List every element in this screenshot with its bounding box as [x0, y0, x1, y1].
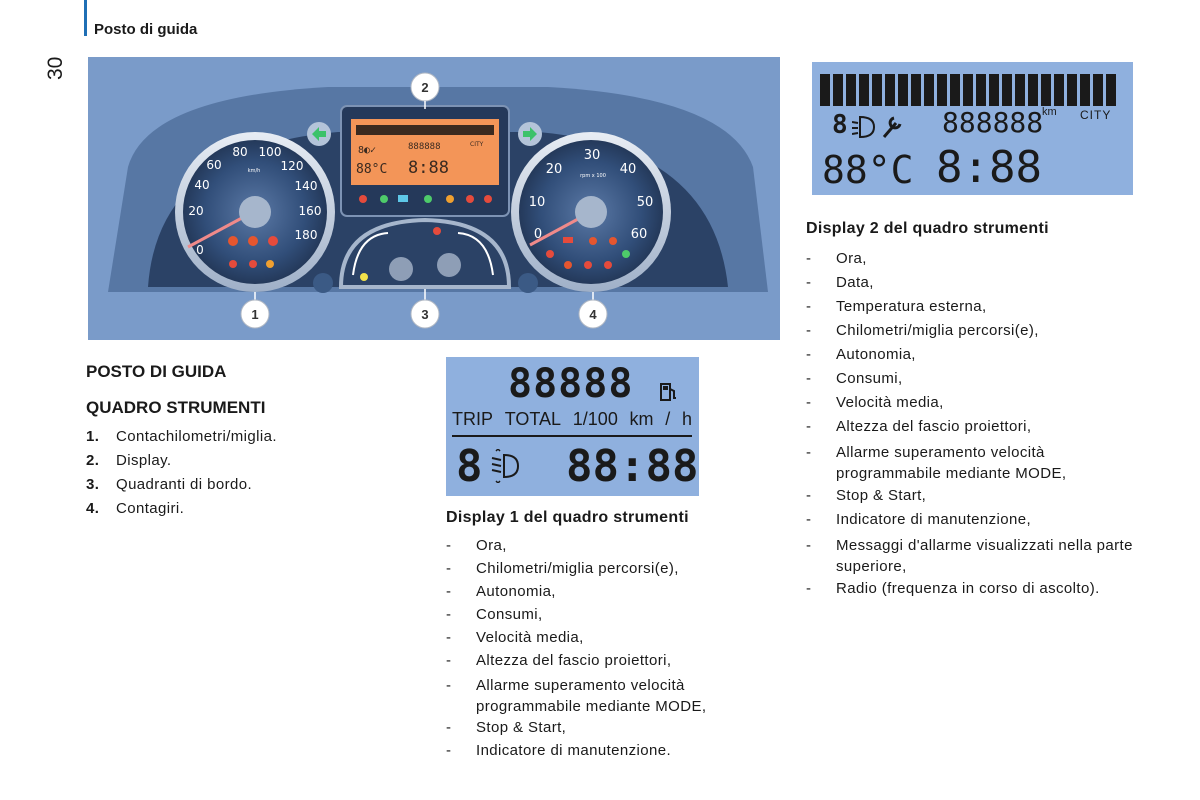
svg-text:50: 50: [636, 195, 654, 210]
list-item: - Allarme superamento velocità programmabile mediante MODE,: [446, 677, 707, 715]
list-item: 3. Quadranti di bordo.: [86, 476, 253, 493]
svg-text:40: 40: [619, 162, 637, 177]
svg-text:8:88: 8:88: [408, 158, 449, 178]
speedometer: [175, 132, 335, 292]
svg-text:0: 0: [196, 243, 204, 257]
svg-text:10: 10: [528, 195, 546, 210]
svg-text:0: 0: [533, 227, 543, 242]
svg-text:88°C: 88°C: [356, 162, 388, 177]
svg-text:888888: 888888: [408, 142, 441, 152]
header-accent-bar: [84, 0, 87, 36]
list-item: - Allarme superamento velocità programmabile mediante MODE,: [806, 444, 1067, 482]
svg-text:160: 160: [298, 204, 322, 218]
svg-text:CITY: CITY: [470, 141, 484, 148]
display-1-illustration: 88888 TRIP TOTAL 1/100 km / h 8 88:88: [446, 357, 699, 496]
section-heading-quadro-strumenti: QUADRO STRUMENTI: [86, 398, 266, 417]
list-item: - Chilometri/miglia percorsi(e),: [446, 560, 679, 577]
svg-text:40: 40: [194, 178, 210, 192]
svg-text:100: 100: [258, 145, 282, 159]
cluster-screen-odo-icon: 8◐✓: [358, 145, 377, 156]
tachometer: [511, 132, 671, 292]
list-item: - Altezza del fascio proiettori,: [446, 652, 672, 669]
svg-text:120: 120: [280, 159, 304, 173]
list-item: - Consumi,: [806, 370, 903, 387]
svg-text:30: 30: [583, 148, 601, 163]
list-item: - Temperatura esterna,: [806, 298, 987, 315]
svg-text:km/h: km/h: [247, 168, 261, 174]
svg-text:60: 60: [630, 227, 648, 242]
svg-text:180: 180: [294, 228, 318, 242]
list-item: - Stop & Start,: [806, 487, 927, 504]
display-2-illustration: 8 888888 km CITY 88°C 8:88: [812, 62, 1133, 195]
svg-text:80: 80: [232, 145, 248, 159]
svg-text:rpm x 100: rpm x 100: [580, 173, 606, 179]
page-header-title: Posto di guida: [94, 21, 198, 38]
list-item: - Indicatore di manutenzione,: [806, 511, 1032, 528]
section-heading-posto-di-guida: POSTO DI GUIDA: [86, 362, 227, 381]
svg-text:60: 60: [206, 158, 222, 172]
list-item: - Data,: [806, 274, 874, 291]
display-1-functions-list: [446, 537, 746, 765]
list-item: - Velocità media,: [806, 394, 944, 411]
list-item: - Autonomia,: [806, 346, 916, 363]
list-item: - Messaggi d'allarme visualizzati nella parte superiore,: [806, 537, 1133, 575]
list-item: - Indicatore di manutenzione.: [446, 742, 672, 759]
display-1-section-title: Display 1 del quadro strumenti: [446, 509, 689, 526]
headlamp-level-icon: [488, 449, 524, 483]
list-item: - Stop & Start,: [446, 719, 567, 736]
display-2-functions-list: [806, 250, 1136, 604]
list-item: - Consumi,: [446, 606, 543, 623]
fuel-pump-icon: [658, 381, 678, 403]
svg-text:140: 140: [294, 179, 318, 193]
svg-text:1: 1: [251, 307, 259, 322]
list-item: - Autonomia,: [446, 583, 556, 600]
display-2-dot-matrix: [820, 74, 1124, 108]
list-item: - Ora,: [806, 250, 867, 267]
display-1-labels: TRIP TOTAL 1/100 km / h: [452, 409, 692, 429]
page-number: 30: [44, 56, 67, 80]
instrument-cluster-illustration: [88, 57, 780, 340]
display-2-section-title: Display 2 del quadro strumenti: [806, 220, 1049, 237]
svg-text:20: 20: [545, 162, 563, 177]
svg-text:2: 2: [421, 80, 429, 95]
list-item: 4. Contagiri.: [86, 500, 185, 517]
list-item: - Ora,: [446, 537, 507, 554]
list-item: 1. Contachilometri/miglia.: [86, 428, 277, 445]
cluster-parts-list: [86, 428, 406, 524]
list-item: - Velocità media,: [446, 629, 584, 646]
list-item: 2. Display.: [86, 452, 172, 469]
list-item: - Chilometri/miglia percorsi(e),: [806, 322, 1039, 339]
svg-text:4: 4: [589, 307, 597, 322]
headlamp-and-service-icon: [852, 114, 906, 140]
list-item: - Altezza del fascio proiettori,: [806, 418, 1032, 435]
svg-text:20: 20: [188, 204, 204, 218]
svg-text:3: 3: [421, 307, 429, 322]
list-item: - Radio (frequenza in corso di ascolto).: [806, 580, 1100, 597]
